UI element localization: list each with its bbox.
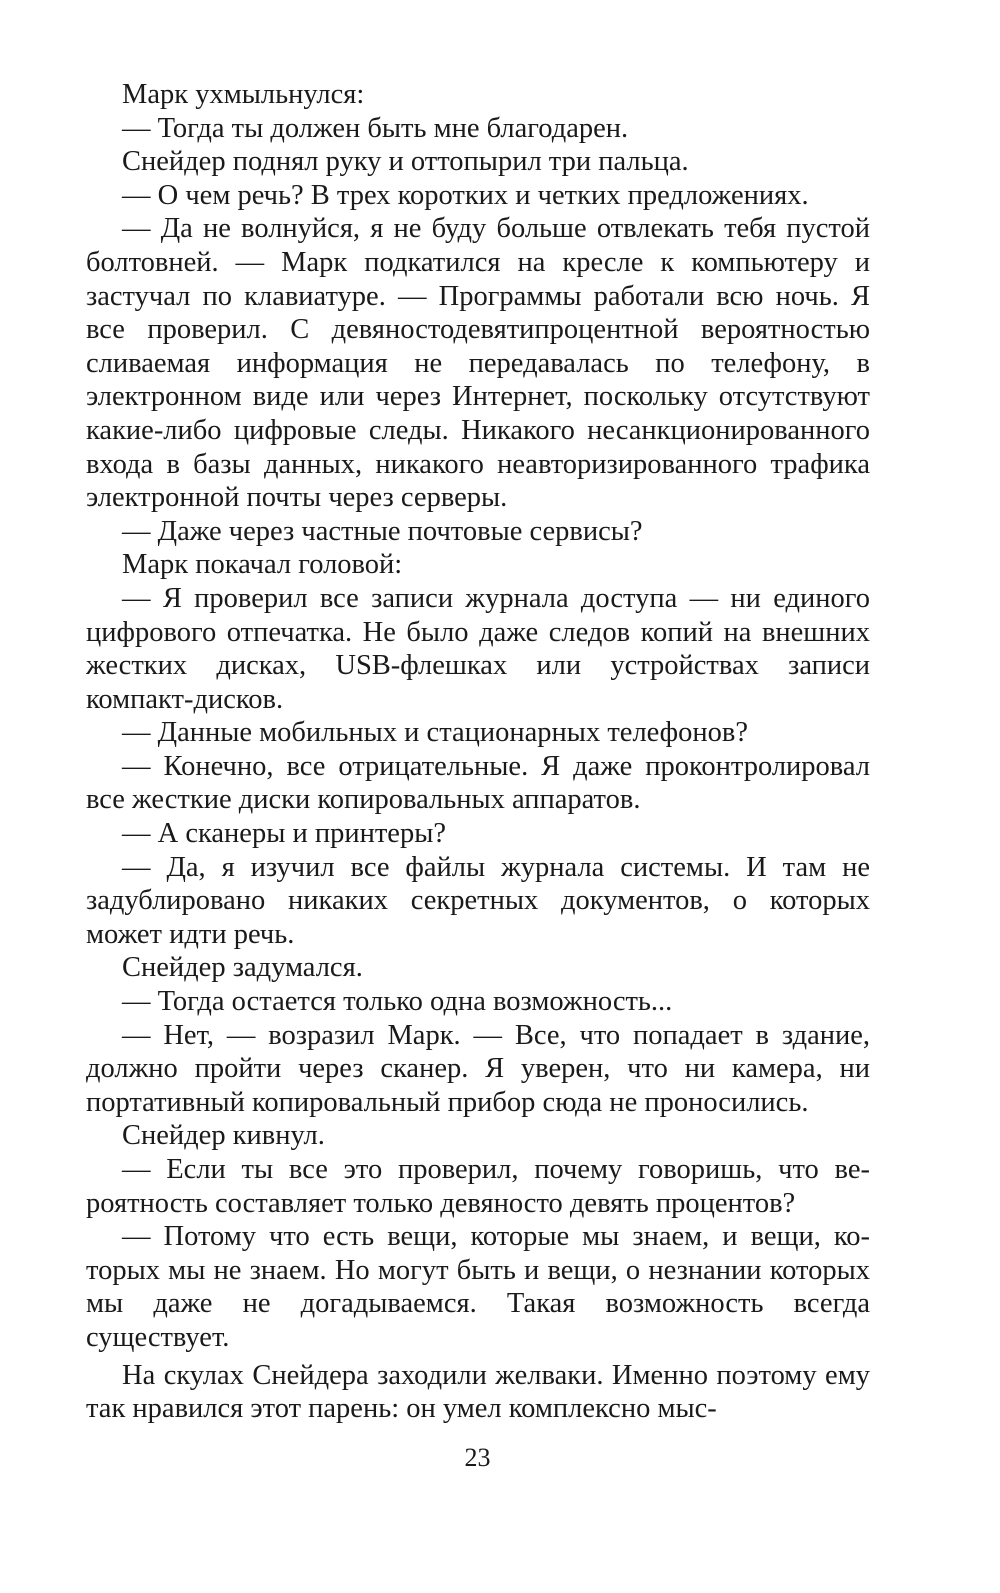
paragraph: — Тогда остается только одна возможность... xyxy=(122,986,673,1018)
paragraph: — Если ты все это проверил, почему говоришь, что вероятность составляет только девяносто девять процентов? xyxy=(86,1154,870,1219)
paragraph: Марк покачал головой: xyxy=(122,549,403,581)
paragraph: Снейдер поднял руку и оттопырил три пальца. xyxy=(122,146,689,178)
paragraph: Марк ухмыльнулся: xyxy=(122,79,365,110)
paragraph: На скулах Снейдера заходили желваки. Именно поэтому ему так нравился этот парень: он умел комплексно мыс- xyxy=(86,1359,870,1425)
paragraph: — А сканеры и принтеры? xyxy=(122,818,447,850)
paragraph: — Я проверил все записи журнала доступа — ни единого цифрового отпечатка. Не было даже следов копий на внешних жестких дисках, USB-флешках или устройствах записи компакт-дисков. xyxy=(86,582,870,715)
paragraph: — Потому что есть вещи, которые мы знаем, и вещи, которых мы не знаем. Но могут быть и вещи, о незнании которых мы даже не догадываемся. Такая возможность всегда существует. xyxy=(86,1221,870,1353)
paragraph: — Даже через частные почтовые сервисы? xyxy=(122,515,643,547)
paragraph: — Тогда ты должен быть мне благодарен. xyxy=(122,112,629,144)
paragraph: — О чем речь? В трех коротких и четких предложениях. xyxy=(122,179,809,211)
page-number: 23 xyxy=(464,1443,491,1472)
paragraph: — Да не волнуйся, я не буду больше отвлекать тебя пустой болтовней. — Марк подкатился на кресле к компьютеру и застучал по клавиатуре. — Программы работали всю ночь. Я все проверил. С девяностодевятипроцентной вероятностью сливаемая информация не передавалась по телефону, в электронном виде или через Интернет, поскольку отсутствуют какие-либо цифровые следы. Никакого несанкционированного входа в базы данных, никакого неавторизированного трафика электронной почты через серверы. xyxy=(86,213,870,514)
paragraph: — Да, я изучил все файлы журнала системы. И там не задублировано никаких секретных документов, о которых может идти речь. xyxy=(86,851,870,950)
paragraph: — Конечно, все отрицательные. Я даже проконтролировал все жесткие диски копировальных аппаратов. xyxy=(86,750,870,816)
paragraph: — Данные мобильных и стационарных телефонов? xyxy=(122,717,748,749)
paragraph: Снейдер кивнул. xyxy=(122,1120,325,1152)
paragraph: — Нет, — возразил Марк. — Все, что попадает в здание, должно пройти через сканер. Я уверен, что ни камера, ни портативный копировальный прибор сюда не проносились. xyxy=(86,1019,870,1118)
page-body xyxy=(86,78,870,1426)
paragraph: Снейдер задумался. xyxy=(122,952,363,984)
